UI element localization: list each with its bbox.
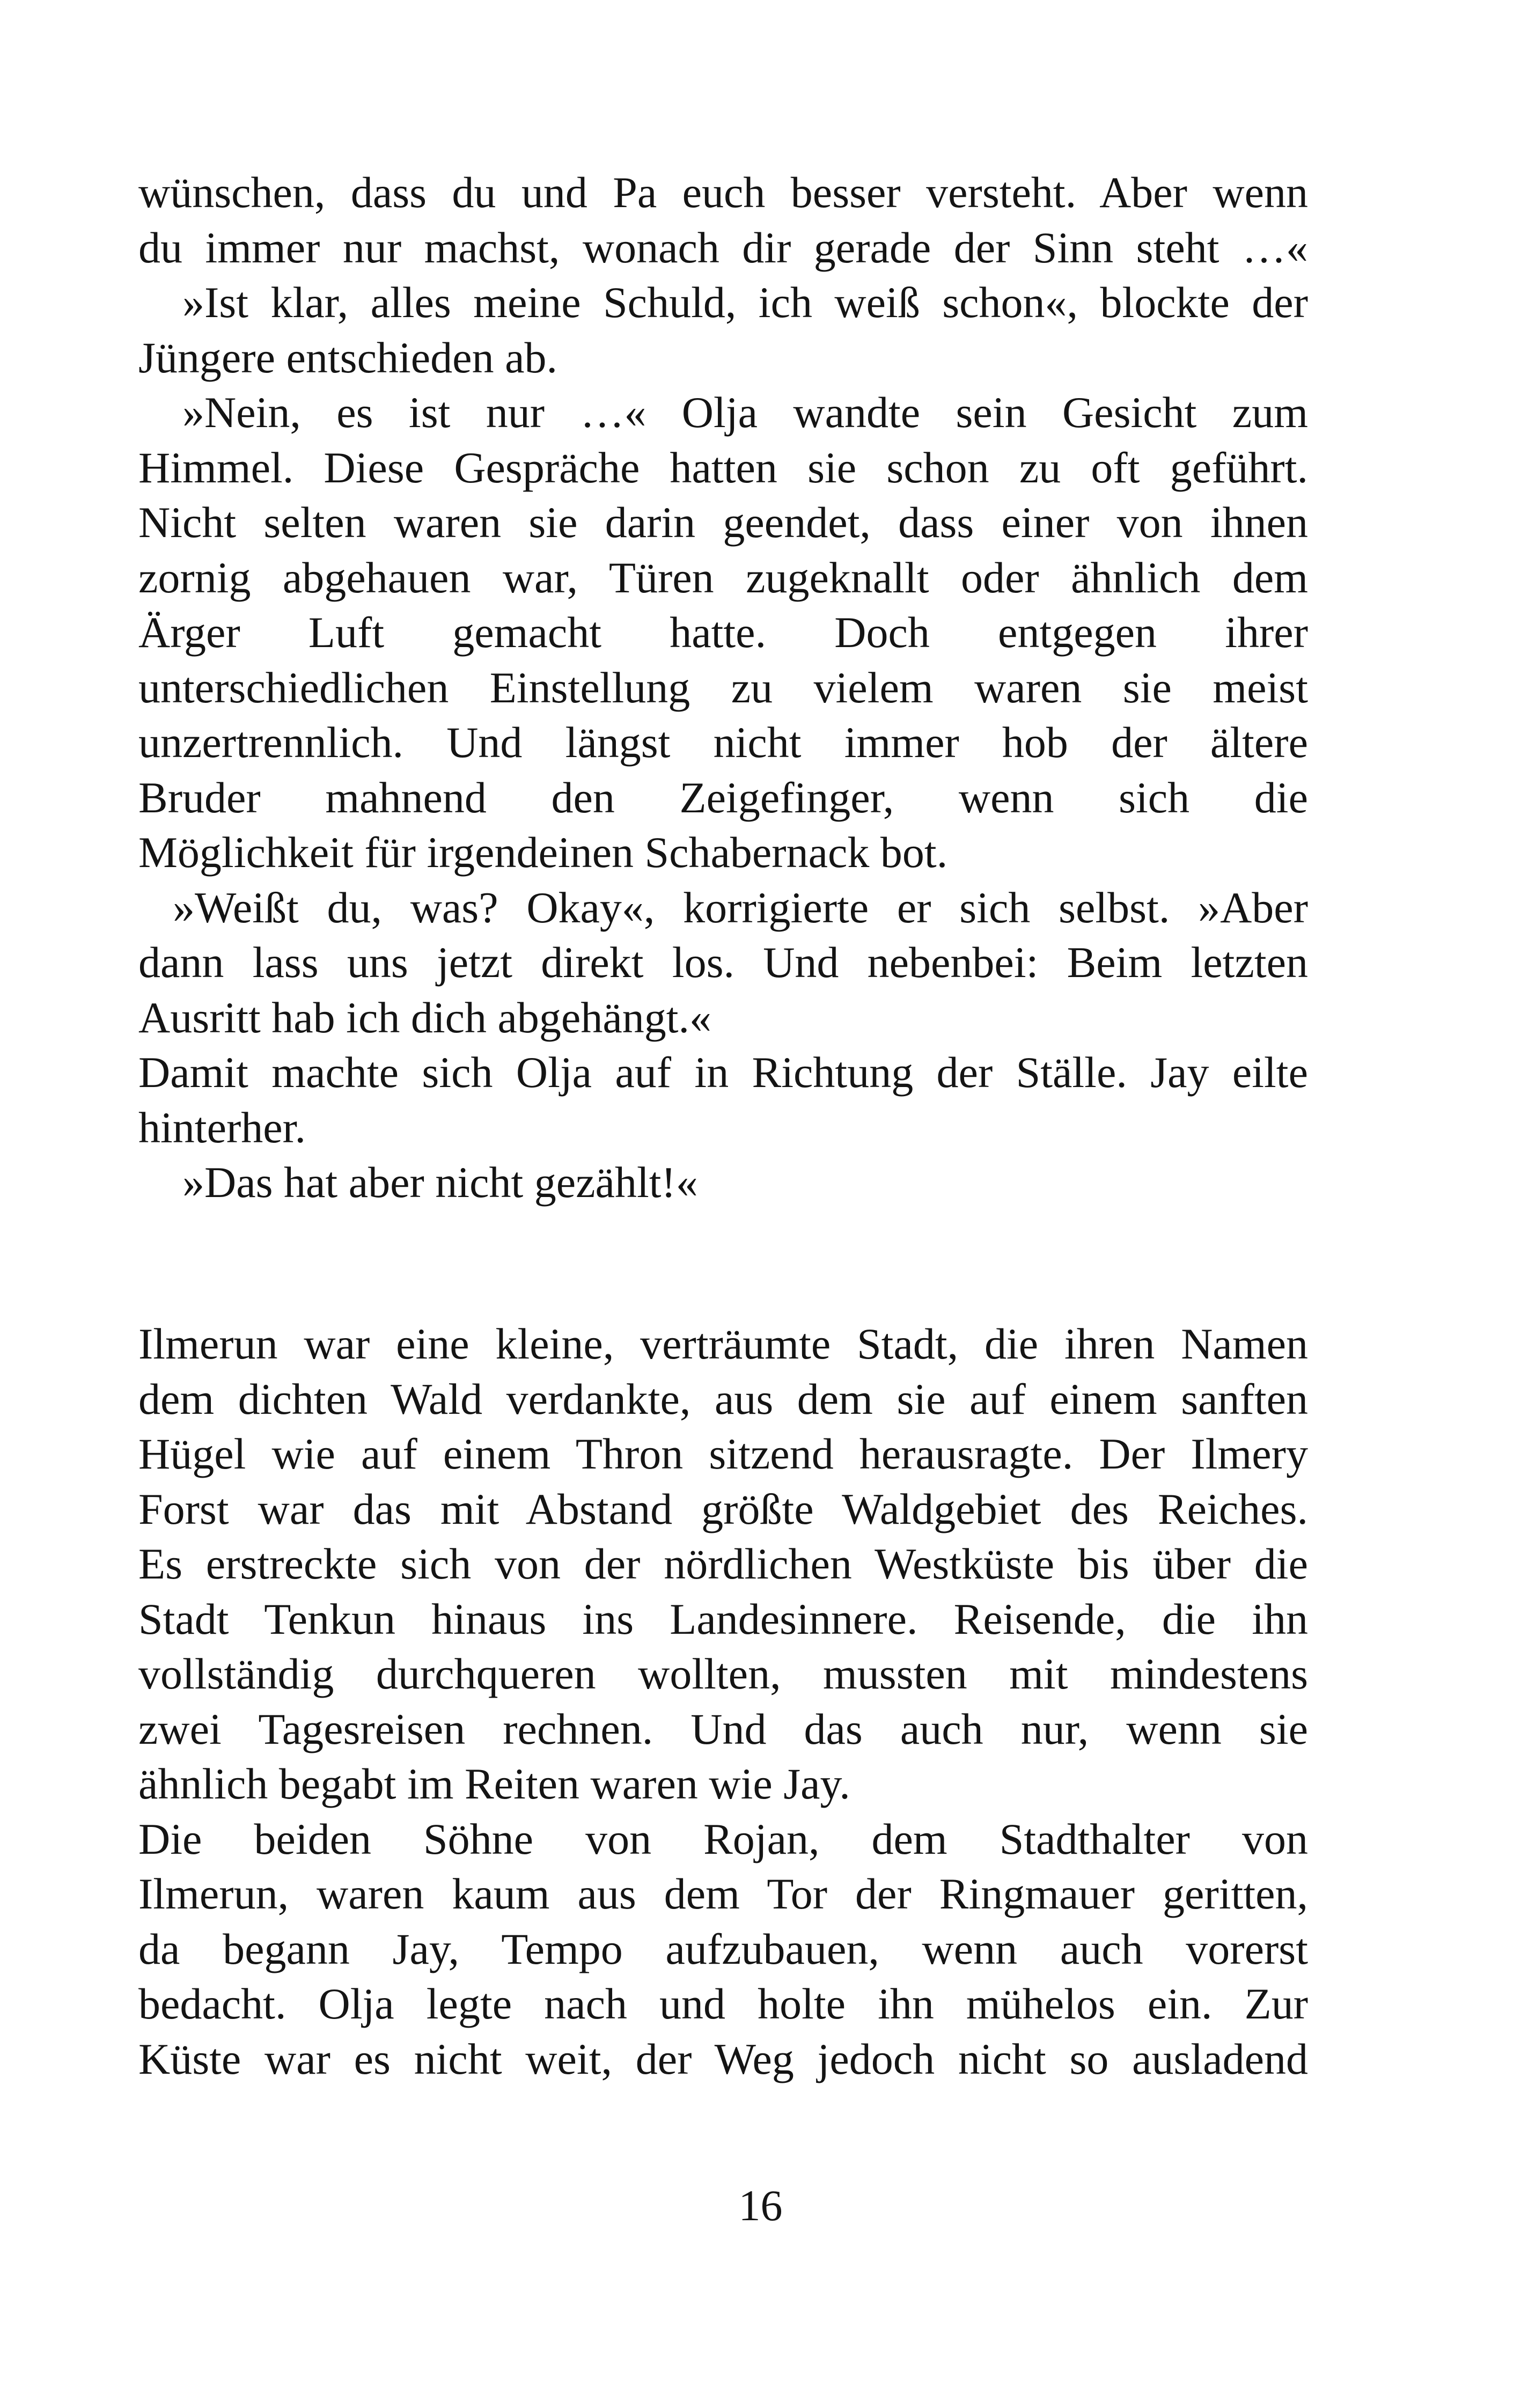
text-line: Küste war es nicht weit, der Weg jedoch nicht so ausladend: [138, 2034, 1308, 2083]
text-line: Jüngere entschieden ab.: [138, 333, 557, 382]
text-line: du immer nur machst, wonach dir gerade der Sinn steht …«: [138, 223, 1308, 272]
text-line: »Nein, es ist nur …« Olja wandte sein Gesicht zum: [182, 388, 1308, 437]
text-block-narrative: [138, 1317, 1308, 2087]
text-line: bedacht. Olja legte nach und holte ihn mühelos ein. Zur: [138, 1979, 1308, 2028]
text-line: Forst war das mit Abstand größte Waldgebiet des Reiches.: [138, 1484, 1308, 1533]
text-line: zornig abgehauen war, Türen zugeknallt oder ähnlich dem: [138, 553, 1308, 602]
text-line: unterschiedlichen Einstellung zu vielem waren sie meist: [138, 663, 1308, 712]
text-line: Ilmerun, waren kaum aus dem Tor der Ringmauer geritten,: [138, 1869, 1308, 1918]
text-line: »Weißt du, was? Okay«, korrigierte er sich selbst. »Aber: [173, 883, 1308, 932]
page-number: 16: [738, 2181, 783, 2230]
text-line: Die beiden Söhne von Rojan, dem Stadthalter von: [138, 1814, 1308, 1863]
text-line: Himmel. Diese Gespräche hatten sie schon zu oft geführt.: [138, 443, 1308, 492]
text-line: Ilmerun war eine kleine, verträumte Stadt, die ihren Namen: [138, 1319, 1308, 1368]
text-line: dem dichten Wald verdankte, aus dem sie auf einem sanften: [138, 1374, 1308, 1423]
text-line: Ärger Luft gemacht hatte. Doch entgegen ihrer: [138, 608, 1308, 657]
text-line: wünschen, dass du und Pa euch besser versteht. Aber wenn: [138, 168, 1308, 217]
text-line: hinterher.: [138, 1103, 306, 1152]
text-line: Damit machte sich Olja auf in Richtung der Ställe. Jay eilte: [138, 1048, 1308, 1097]
text-line: Bruder mahnend den Zeigefinger, wenn sich die: [138, 773, 1308, 822]
text-line: vollständig durchqueren wollten, mussten mit mindestens: [138, 1649, 1308, 1698]
text-line: »Ist klar, alles meine Schuld, ich weiß schon«, blockte der: [182, 278, 1308, 327]
text-line: Möglichkeit für irgendeinen Schabernack bot.: [138, 828, 948, 877]
text-line: zwei Tagesreisen rechnen. Und das auch nur, wenn sie: [138, 1704, 1308, 1753]
text-line: da begann Jay, Tempo aufzubauen, wenn auch vorerst: [138, 1924, 1308, 1973]
text-line: Stadt Tenkun hinaus ins Landesinnere. Reisende, die ihn: [138, 1594, 1308, 1643]
text-line: Es erstreckte sich von der nördlichen Westküste bis über die: [138, 1539, 1308, 1588]
text-line: Nicht selten waren sie darin geendet, dass einer von ihnen: [138, 498, 1308, 547]
text-line: unzertrennlich. Und längst nicht immer hob der ältere: [138, 718, 1308, 767]
text-line: Hügel wie auf einem Thron sitzend herausragte. Der Ilmery: [138, 1429, 1308, 1478]
text-line: Ausritt hab ich dich abgehängt.«: [138, 993, 712, 1042]
text-line: dann lass uns jetzt direkt los. Und nebenbei: Beim letzten: [138, 938, 1308, 987]
text-block-dialogue: [138, 165, 1308, 1210]
text-line: ähnlich begabt im Reiten waren wie Jay.: [138, 1759, 850, 1808]
text-line: »Das hat aber nicht gezählt!«: [182, 1158, 698, 1207]
